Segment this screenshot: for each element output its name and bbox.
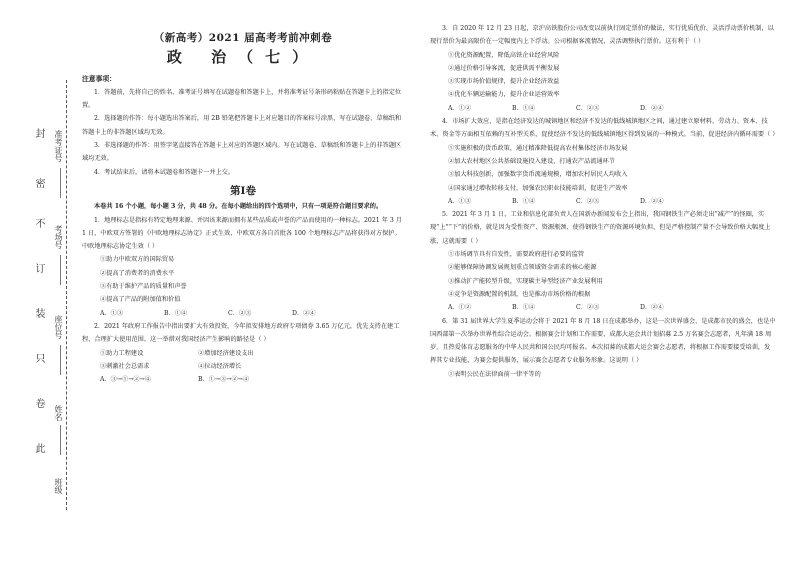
section-instructions: 本卷共 16 个小题，每小题 3 分，共 48 分。在每小题给出的四个选项中，只有一项是符合题目要求的。 [94, 203, 383, 211]
field-line [60, 425, 61, 455]
note-item: 4．考试结束后，请将本试题卷和答题卡一并上交。 [94, 168, 235, 176]
question-stem: 1．地理标志是指标有特定地理来源、并因该来源而拥有某些品质或声誉的产品而使用的一种标志。2021 年 3 月 1 日，中欧双方签署的《中欧地理标志协定》正式生效，中欧双方各自首批各 100 个地理标志产品将获得对方保护。中欧地理标志协定生效（ ） [82, 216, 402, 251]
field-exam-room: 考场号 [54, 225, 63, 249]
question-stem: 6．第 31 届世界大学生夏季运动会将于 2021 年 8 月 18 日在成都举办，这是一次世界盛会，是成都市民的盛会，也是中国西部第一次举办世界性综合运动会。根据赛会计划和工作需要，成都大运会共计划招募 2.5 万名赛会志愿者，凡年满 18 周岁，且热爱体育志愿服务的中华人民共和国公民均可报名。本次招募的成都大运会赛会志愿者，将根据工作需要接受培训，发挥其专业技能，为赛会提供服务，展示赛会志愿者专业服务形象。这说明（ ） [430, 317, 776, 365]
question-stem: 3．自 2020 年 12 月 23 日起，京沪高铁股份公司改变以前执行固定票价的做法，实行优质优价、灵活浮动票价机制，以现行票价为最高限价在一定幅度内上下浮动。公司根据客流情况，灵活调整执行票价。这有利于（ ） [430, 25, 774, 46]
note-item: 1．答题前，先将自己的姓名、准考证号填写在试题卷和答题卡上，并将准考证号条形码粘贴在答题卡上的指定位置。 [82, 88, 402, 110]
field-line [60, 255, 61, 285]
answer-choice: A．①② [448, 104, 472, 112]
section-title: 第Ⅰ卷 [230, 184, 256, 197]
cut-char: 密 [33, 178, 44, 188]
question-option: ③有助于维护产品的质量和声誉 [100, 283, 187, 291]
answer-choice: B．①④ [512, 197, 536, 205]
answer-choice: A．①② [448, 304, 472, 312]
question-option: ④优化车辆运输能力，提升企业运营效率 [448, 91, 560, 99]
answer-choice: C．②③ [228, 309, 252, 317]
answer-choices [430, 301, 776, 314]
cut-char: 不 [33, 218, 44, 228]
question-option: ①实施积极的货币政策，通过精准降低提高农村集体经济市场发展 [448, 144, 628, 152]
answer-choice: A．③→①→②→④ [100, 376, 151, 384]
question-option: ②增加经济建设支出 [197, 349, 254, 357]
question-option: ②加大农村地区公共基础设施投入建设，打通农产品流通环节 [448, 157, 616, 165]
question-option: ②能够保障协调发展规划重点领域资金需求的核心能源 [448, 264, 597, 272]
answer-choices [430, 102, 776, 115]
cut-char: 封 [33, 128, 44, 138]
answer-choice: B．①④ [512, 104, 536, 112]
question-option: ④竞争是资源配置的机制，也是推动市场价格的根据 [448, 290, 591, 298]
answer-choices [430, 195, 776, 208]
cut-line [66, 80, 67, 510]
option-row [82, 360, 404, 373]
question-option: ①助力工程建设 [100, 349, 144, 357]
cut-char: 装 [33, 308, 44, 318]
question-option: ①市场调节具有自发性，需要政府进行必要的监管 [448, 251, 585, 259]
question-option: ②通过价格引导客流，促进供需平衡发展 [448, 64, 560, 72]
option-row [82, 347, 404, 360]
question-option: ③推动扩产能转型升级，实现碳主导型经济产业发展利用 [448, 277, 603, 285]
question-option: ④国家通过增收转移支付，加强农民职业技能培训，促进生产效率 [448, 184, 628, 192]
answer-choice: B．①④ [164, 309, 188, 317]
cut-char: 卷 [33, 398, 44, 408]
field-name: 姓名 [54, 405, 63, 421]
notes-heading: 注意事项： [82, 74, 116, 83]
cut-char: 只 [33, 353, 44, 363]
note-item: 3．非选择题的作答：用签字笔直接答在答题卡上对应的答题区域内。写在试题卷、草稿纸和答题卡上的非答题区域均无效。 [82, 142, 402, 163]
field-line [60, 168, 61, 198]
question-option: ①助力中欧双方的国际贸易 [100, 256, 175, 264]
answer-choice: D．②④ [640, 304, 664, 312]
question-option: ③刺激社会总需求 [100, 362, 150, 370]
question-option: ①优化资源配置，降低高铁企业经营风险 [448, 51, 560, 59]
answer-choices [82, 307, 404, 320]
answer-choices [82, 373, 404, 386]
note-item: 2．选择题的作答：每小题选出答案后，用 2B 铅笔把答题卡上对应题目的答案标号涂黑，写在试题卷、草稿纸和答题卡上的非答题区域均无效。 [82, 115, 402, 136]
answer-choice: D．②④ [640, 197, 664, 205]
question-option: ②提高了消费者的消费水平 [100, 269, 175, 277]
question-option: ③实现市场价值规律，提升企业经济效益 [448, 78, 560, 86]
question-stem: 2．2021 年政府工作报告中指出要扩大有效投资，今年拟安排地方政府专项债券 3.65 万亿元，优先支持在建工程，合理扩大使用范围。这一举措对我国经济产生影响的路径是（ ） [82, 322, 400, 344]
field-line [60, 345, 61, 375]
question-stem: 5．2021 年 3 月 1 日，工业和信息化部负责人在国新办新闻发布会上指出，我国钢铁生产必须走出“减产”的怪圈，实现“上”“下”的价格，就是因为受性资产、资源瓶颈、使得钢铁生产的资源环境负担，但是严格控制产量不会导致价格大幅度上涨，这就需要（ ） [430, 211, 771, 245]
question-stem: 4．市场扩大效应，是指在经济发达的城镇地区和经济不发达的低线城镇地区之间，通过建立原材料、劳动力、资本、技术、资金等方面相互依赖的互补型关系，促使经济不发达的低线城镇地区得到发展的一种模式。当前，促进经济内循环需要（ ） [430, 118, 779, 139]
field-exam-number: 准考证号 [54, 130, 63, 162]
cut-char: 此 [33, 443, 44, 453]
answer-choice: A．①③ [100, 309, 124, 317]
question-option: ④提高了产品的附加值和价值 [100, 296, 181, 304]
exam-subject: 政 治（七） [166, 48, 320, 67]
left-column [82, 22, 404, 386]
question-option: ①表明公民在法律面前一律平等的 [448, 370, 541, 378]
cut-char: 订 [33, 263, 44, 273]
question-option: ④拉动经济增长 [197, 362, 242, 370]
field-seat-number: 座位号 [54, 315, 63, 339]
answer-choice: B．①→③→②→④ [197, 376, 250, 384]
answer-choice: B．①④ [512, 304, 536, 312]
field-class: 班级 [54, 478, 63, 494]
right-column [430, 22, 779, 381]
answer-choice: C．②③ [576, 104, 600, 112]
answer-choice: C．②③ [576, 197, 600, 205]
answer-choice: D．②④ [640, 104, 664, 112]
answer-choice: C．②③ [576, 304, 600, 312]
answer-choice: A．①③ [448, 197, 472, 205]
exam-title: （新高考）2021 届高考考前冲刺卷 [153, 32, 333, 44]
question-option: ③加大科技创新，加强数字货币流通规模，增加农村居民人均收入 [448, 171, 628, 179]
answer-choice: D．②④ [292, 309, 316, 317]
